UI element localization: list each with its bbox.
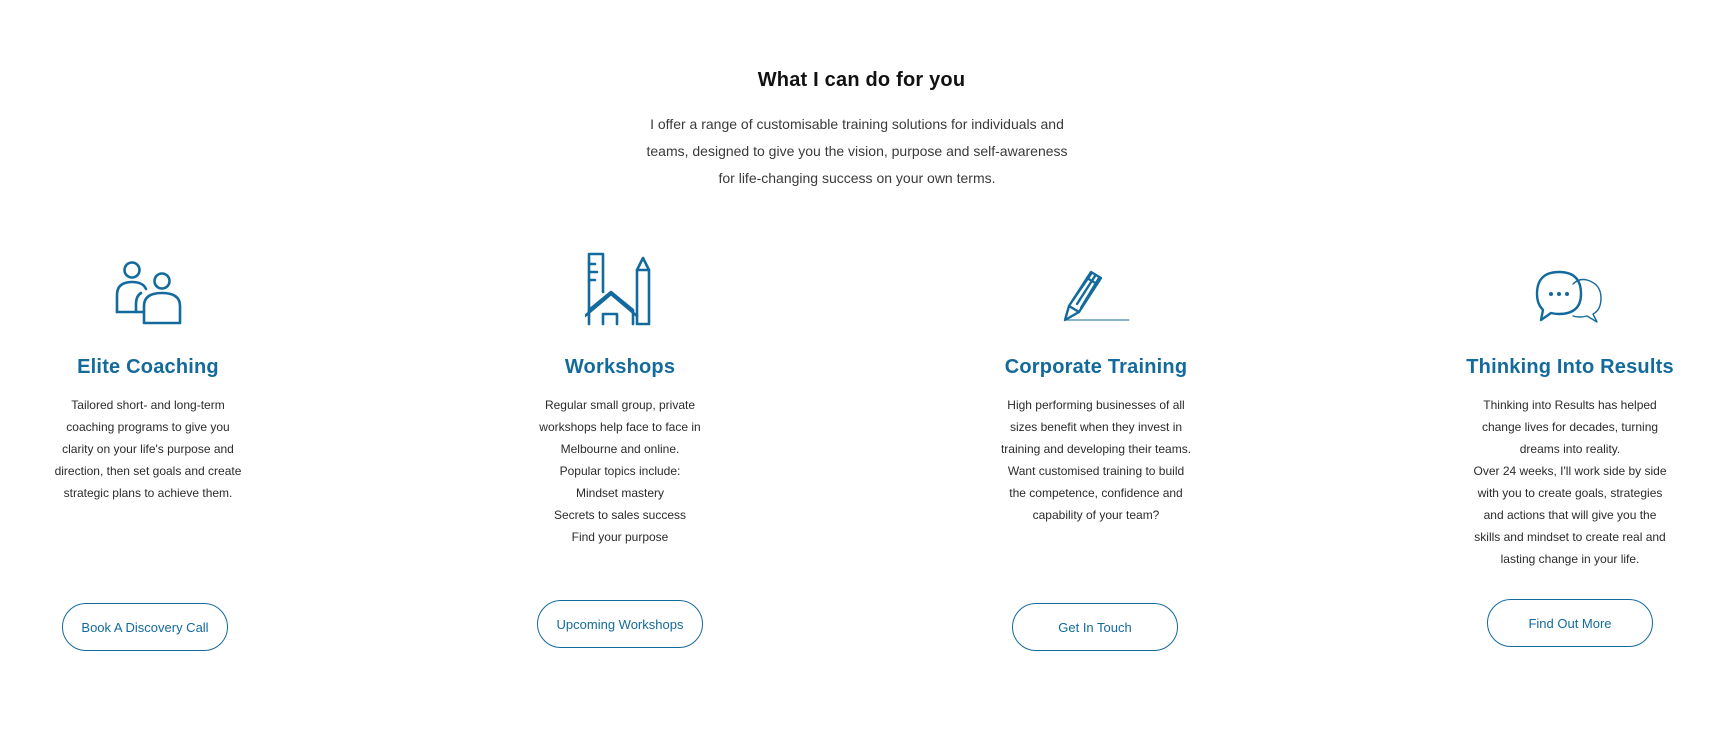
service-card-thinking-into-results [1420, 250, 1720, 570]
card-description-line: strategic plans to achieve them. [63, 486, 233, 500]
card-description-line: workshops help face to face in [539, 420, 701, 434]
intro-line: for life-changing success on your own terms. [718, 170, 996, 186]
card-description-line: clarity on your life's purpose and [62, 442, 234, 456]
card-description-line: Thinking into Results has helped [1483, 398, 1657, 412]
card-description-line: and actions that will give you the [1483, 508, 1657, 522]
card-description-line: Tailored short- and long-term [71, 398, 225, 412]
section-heading: What I can do for you [757, 69, 966, 91]
card-description-line: skills and mindset to create real and [1474, 530, 1666, 544]
card-description-line: lasting change in your life. [1500, 552, 1640, 566]
card-title: Thinking Into Results [1466, 356, 1674, 378]
card-description-line: Want customised training to build [1007, 464, 1185, 478]
card-description-line: training and developing their teams. [1000, 442, 1192, 456]
find-out-more-button[interactable]: Find Out More [1487, 599, 1653, 647]
section-intro [625, 111, 1089, 192]
card-description [515, 394, 725, 548]
card-description-line: dreams into reality. [1519, 442, 1621, 456]
card-title: Workshops [564, 356, 676, 378]
card-description-line: capability of your team? [1032, 508, 1160, 522]
card-description-line: the competence, confidence and [1009, 486, 1183, 500]
card-description-line: Regular small group, private [544, 398, 696, 412]
service-card-elite-coaching [0, 250, 298, 504]
card-title: Corporate Training [1004, 356, 1188, 378]
card-description-line: Mindset mastery [575, 486, 665, 500]
card-description-line: direction, then set goals and create [54, 464, 242, 478]
card-description-line: Over 24 weeks, I'll work side by side [1473, 464, 1667, 478]
card-description-line: with you to create goals, strategies [1477, 486, 1663, 500]
card-description-line: Melbourne and online. [560, 442, 680, 456]
chat-bubbles-icon [1420, 250, 1720, 326]
people-icon [0, 250, 298, 326]
intro-line: I offer a range of customisable training solutions for individuals and [650, 116, 1064, 132]
service-card-workshops [470, 250, 770, 548]
pencil-icon [946, 250, 1246, 326]
card-description-line: sizes benefit when they invest in [1009, 420, 1183, 434]
card-description-line: Popular topics include: [559, 464, 681, 478]
card-description-line: High performing businesses of all [1007, 398, 1185, 412]
book-discovery-call-button[interactable]: Book A Discovery Call [62, 603, 228, 651]
upcoming-workshops-button[interactable]: Upcoming Workshops [537, 600, 703, 648]
buildings-pencil-icon [470, 250, 770, 326]
card-title: Elite Coaching [77, 356, 219, 378]
card-description-line: change lives for decades, turning [1481, 420, 1659, 434]
card-description-line: Secrets to sales success [553, 508, 687, 522]
card-description [1465, 394, 1675, 570]
card-description-line: coaching programs to give you [66, 420, 230, 434]
get-in-touch-button[interactable]: Get In Touch [1012, 603, 1178, 651]
card-description-line: Find your purpose [571, 530, 669, 544]
service-card-corporate-training [946, 250, 1246, 526]
card-description [991, 394, 1201, 526]
intro-line: teams, designed to give you the vision, purpose and self-awareness [646, 143, 1068, 159]
card-description [43, 394, 253, 504]
